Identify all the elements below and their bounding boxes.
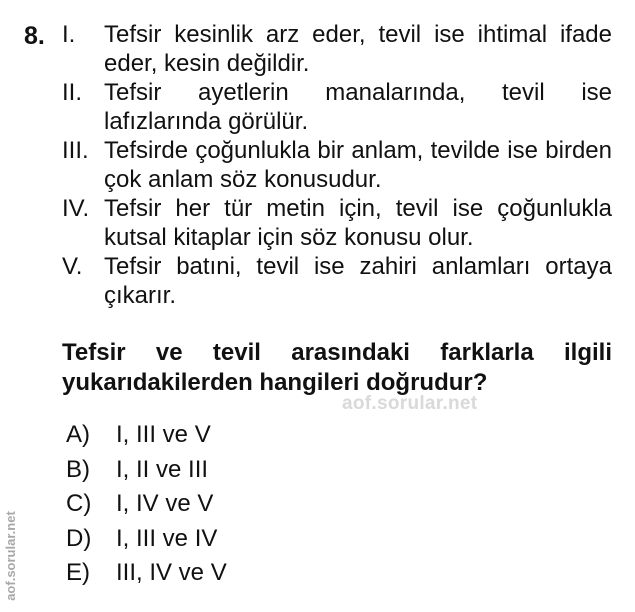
statement-item — [62, 136, 612, 194]
statement-item — [62, 194, 612, 252]
option-text: I, III ve IV — [116, 524, 218, 552]
answer-options — [66, 418, 227, 591]
statement-item — [62, 252, 612, 310]
watermark-vertical: aof.sorular.net — [3, 511, 18, 601]
question-number: 8. — [24, 22, 45, 50]
option-text: I, IV ve V — [116, 490, 214, 517]
option-letter: C) — [66, 490, 92, 517]
statement-text: Tefsir her tür metin için, tevil ise çoğunlukla kutsal kitaplar için söz konusu olur. — [104, 195, 612, 251]
answer-option-e[interactable] — [66, 556, 227, 591]
statement-text: Tefsir batıni, tevil ise zahiri anlamları ortaya çıkarır. — [104, 253, 612, 309]
statement-numeral: I. — [62, 21, 76, 48]
statement-item — [62, 20, 612, 78]
statement-text: Tefsir ayetlerin manalarında, tevil ise lafızlarında görülür. — [104, 79, 612, 135]
option-letter: E) — [66, 559, 90, 586]
statement-text: Tefsirde çoğunlukla bir anlam, tevilde ise birden çok anlam söz konusudur. — [104, 137, 612, 193]
statement-item — [62, 78, 612, 136]
statement-text: Tefsir kesinlik arz eder, tevil ise ihtimal ifade eder, kesin değildir. — [104, 21, 612, 77]
option-text: I, II ve III — [116, 455, 209, 483]
statement-numeral: II. — [62, 79, 83, 106]
option-text: III, IV ve V — [116, 559, 227, 586]
answer-option-d[interactable] — [66, 522, 227, 557]
statement-numeral: III. — [62, 137, 89, 164]
watermark-horizontal: aof.sorular.net — [342, 393, 478, 414]
statement-numeral: IV. — [62, 195, 90, 222]
option-text: I, III ve V — [116, 421, 211, 448]
statement-list — [62, 20, 612, 310]
answer-option-b[interactable] — [66, 453, 227, 488]
option-letter: A) — [66, 421, 90, 448]
option-letter: B) — [66, 455, 90, 483]
question-stem: Tefsir ve tevil arasındaki farklarla ilgili yukarıdakilerden hangileri doğrudur? — [62, 339, 612, 396]
answer-option-a[interactable] — [66, 418, 227, 453]
statement-numeral: V. — [62, 253, 83, 280]
answer-option-c[interactable] — [66, 487, 227, 522]
option-letter: D) — [66, 524, 92, 552]
